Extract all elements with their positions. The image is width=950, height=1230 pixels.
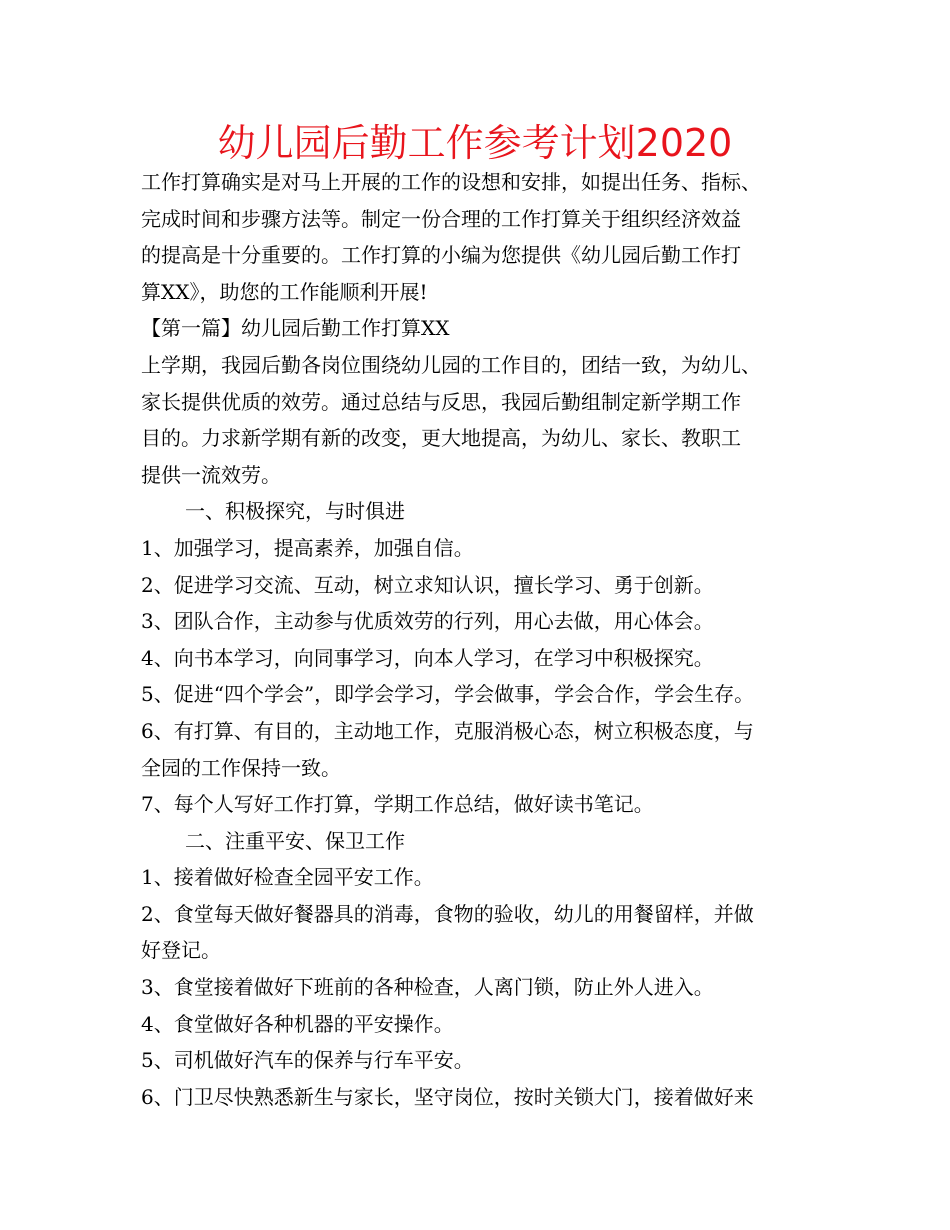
text-line: 7、每个人写好工作打算，学期工作总结，做好读书笔记。 (141, 792, 654, 817)
text-line: 4、向书本学习，向同事学习，向本人学习，在学习中积极探究。 (141, 645, 714, 670)
text-line: 的提高是十分重要的。工作打算的小编为您提供《幼儿园后勤工作打 (141, 243, 741, 268)
text-line: 1、加强学习，提高素养，加强自信。 (141, 535, 474, 560)
text-line: 好登记。 (141, 938, 221, 963)
text-line: 2、促进学习交流、互动，树立求知认识，擅长学习、勇于创新。 (141, 572, 714, 597)
text-line: 上学期，我园后勤各岗位围绕幼儿园的工作目的，团结一致，为幼儿、 (141, 352, 761, 377)
text-line: 目的。力求新学期有新的改变，更大地提高，为幼儿、家长、教职工 (141, 426, 741, 451)
section-heading: 一、积极探究，与时俱进 (185, 499, 405, 524)
text-line: 提供一流效劳。 (141, 462, 281, 487)
text-line: 4、食堂做好各种机器的平安操作。 (141, 1011, 454, 1036)
text-line: 3、团队合作，主动参与优质效劳的行列，用心去做，用心体会。 (141, 609, 714, 634)
text-line: 5、促进“四个学会”，即学会学习，学会做事，学会合作，学会生存。 (141, 682, 755, 707)
text-line: 全园的工作保持一致。 (141, 755, 341, 780)
text-line: 1、接着做好检查全园平安工作。 (141, 865, 434, 890)
section-heading: 二、注重平安、保卫工作 (185, 828, 405, 853)
text-line: 6、有打算、有目的，主动地工作，克服消极心态，树立积极态度，与 (141, 718, 754, 743)
text-line: 算XX》，助您的工作能顺利开展! (141, 279, 428, 304)
text-line: 家长提供优质的效劳。通过总结与反思，我园后勤组制定新学期工作 (141, 389, 741, 414)
text-line: 3、食堂接着做好下班前的各种检查，人离门锁，防止外人进入。 (141, 975, 714, 1000)
text-line: 工作打算确实是对马上开展的工作的设想和安排，如提出任务、指标、 (141, 170, 761, 194)
text-line: 【第一篇】幼儿园后勤工作打算XX (141, 316, 450, 341)
text-line: 5、司机做好汽车的保养与行车平安。 (141, 1048, 474, 1073)
document-title: 幼儿园后勤工作参考计划2020 (217, 121, 733, 165)
text-line: 6、门卫尽快熟悉新生与家长，坚守岗位，按时关锁大门，接着做好来 (141, 1084, 754, 1109)
text-line: 2、食堂每天做好餐器具的消毒，食物的验收，幼儿的用餐留样，并做 (141, 901, 754, 926)
text-line: 完成时间和步骤方法等。制定一份合理的工作打算关于组织经济效益 (141, 206, 741, 231)
document-body (141, 164, 831, 1115)
